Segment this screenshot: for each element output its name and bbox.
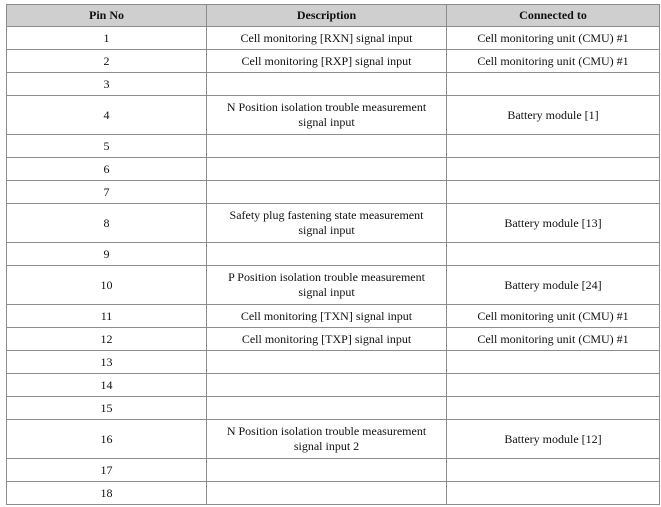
pin-description: N Position isolation trouble measurement signal input 2 <box>207 420 447 459</box>
pin-number: 3 <box>7 73 207 96</box>
pin-connected-to <box>447 482 660 505</box>
pin-description <box>207 482 447 505</box>
pin-connected-to <box>447 459 660 482</box>
pin-description <box>207 397 447 420</box>
table-row <box>7 266 660 305</box>
pin-connected-to: Battery module [1] <box>447 96 660 135</box>
table-row <box>7 96 660 135</box>
pin-number: 5 <box>7 135 207 158</box>
pin-connected-to: Cell monitoring unit (CMU) #1 <box>447 27 660 50</box>
table-row <box>7 374 660 397</box>
pin-number: 11 <box>7 305 207 328</box>
table-row <box>7 482 660 505</box>
table-row <box>7 204 660 243</box>
pin-connected-to <box>447 351 660 374</box>
table-row <box>7 135 660 158</box>
pin-number: 6 <box>7 158 207 181</box>
pin-connected-to <box>447 135 660 158</box>
table-row <box>7 351 660 374</box>
pin-description: N Position isolation trouble measurement signal input <box>207 96 447 135</box>
pin-number: 8 <box>7 204 207 243</box>
pin-number: 1 <box>7 27 207 50</box>
pin-connected-to: Cell monitoring unit (CMU) #1 <box>447 50 660 73</box>
pin-connected-to: Battery module [24] <box>447 266 660 305</box>
pin-description <box>207 459 447 482</box>
pin-description: Safety plug fastening state measurement signal input <box>207 204 447 243</box>
table-row <box>7 243 660 266</box>
pin-number: 2 <box>7 50 207 73</box>
pin-connected-to: Cell monitoring unit (CMU) #1 <box>447 328 660 351</box>
pin-description: Cell monitoring [RXP] signal input <box>207 50 447 73</box>
pin-number: 16 <box>7 420 207 459</box>
pin-description <box>207 351 447 374</box>
pin-connected-to: Battery module [13] <box>447 204 660 243</box>
pin-description <box>207 243 447 266</box>
table-row <box>7 181 660 204</box>
table-header-row <box>7 5 660 27</box>
pin-description <box>207 374 447 397</box>
pin-description: Cell monitoring [TXP] signal input <box>207 328 447 351</box>
pin-connected-to <box>447 181 660 204</box>
pin-connected-to: Battery module [12] <box>447 420 660 459</box>
pin-description: P Position isolation trouble measurement signal input <box>207 266 447 305</box>
pin-connected-to <box>447 243 660 266</box>
table-row <box>7 328 660 351</box>
table-row <box>7 73 660 96</box>
pin-description <box>207 181 447 204</box>
pin-description <box>207 73 447 96</box>
pin-number: 18 <box>7 482 207 505</box>
pin-connected-to: Cell monitoring unit (CMU) #1 <box>447 305 660 328</box>
pin-number: 10 <box>7 266 207 305</box>
header-connected-to: Connected to <box>447 5 660 27</box>
pin-number: 13 <box>7 351 207 374</box>
table-row <box>7 50 660 73</box>
pin-connected-to <box>447 397 660 420</box>
pin-connected-to <box>447 73 660 96</box>
pin-description <box>207 158 447 181</box>
table-row <box>7 27 660 50</box>
header-description: Description <box>207 5 447 27</box>
pin-number: 15 <box>7 397 207 420</box>
pin-connected-to <box>447 158 660 181</box>
pin-description: Cell monitoring [RXN] signal input <box>207 27 447 50</box>
pin-description <box>207 135 447 158</box>
table-row <box>7 420 660 459</box>
table-row <box>7 305 660 328</box>
pin-number: 14 <box>7 374 207 397</box>
pin-description: Cell monitoring [TXN] signal input <box>207 305 447 328</box>
pin-table <box>6 4 660 505</box>
table-row <box>7 459 660 482</box>
table-row <box>7 397 660 420</box>
header-pin-no: Pin No <box>7 5 207 27</box>
pin-number: 12 <box>7 328 207 351</box>
pin-number: 4 <box>7 96 207 135</box>
pin-number: 9 <box>7 243 207 266</box>
pin-connected-to <box>447 374 660 397</box>
table-row <box>7 158 660 181</box>
pin-number: 17 <box>7 459 207 482</box>
pin-number: 7 <box>7 181 207 204</box>
